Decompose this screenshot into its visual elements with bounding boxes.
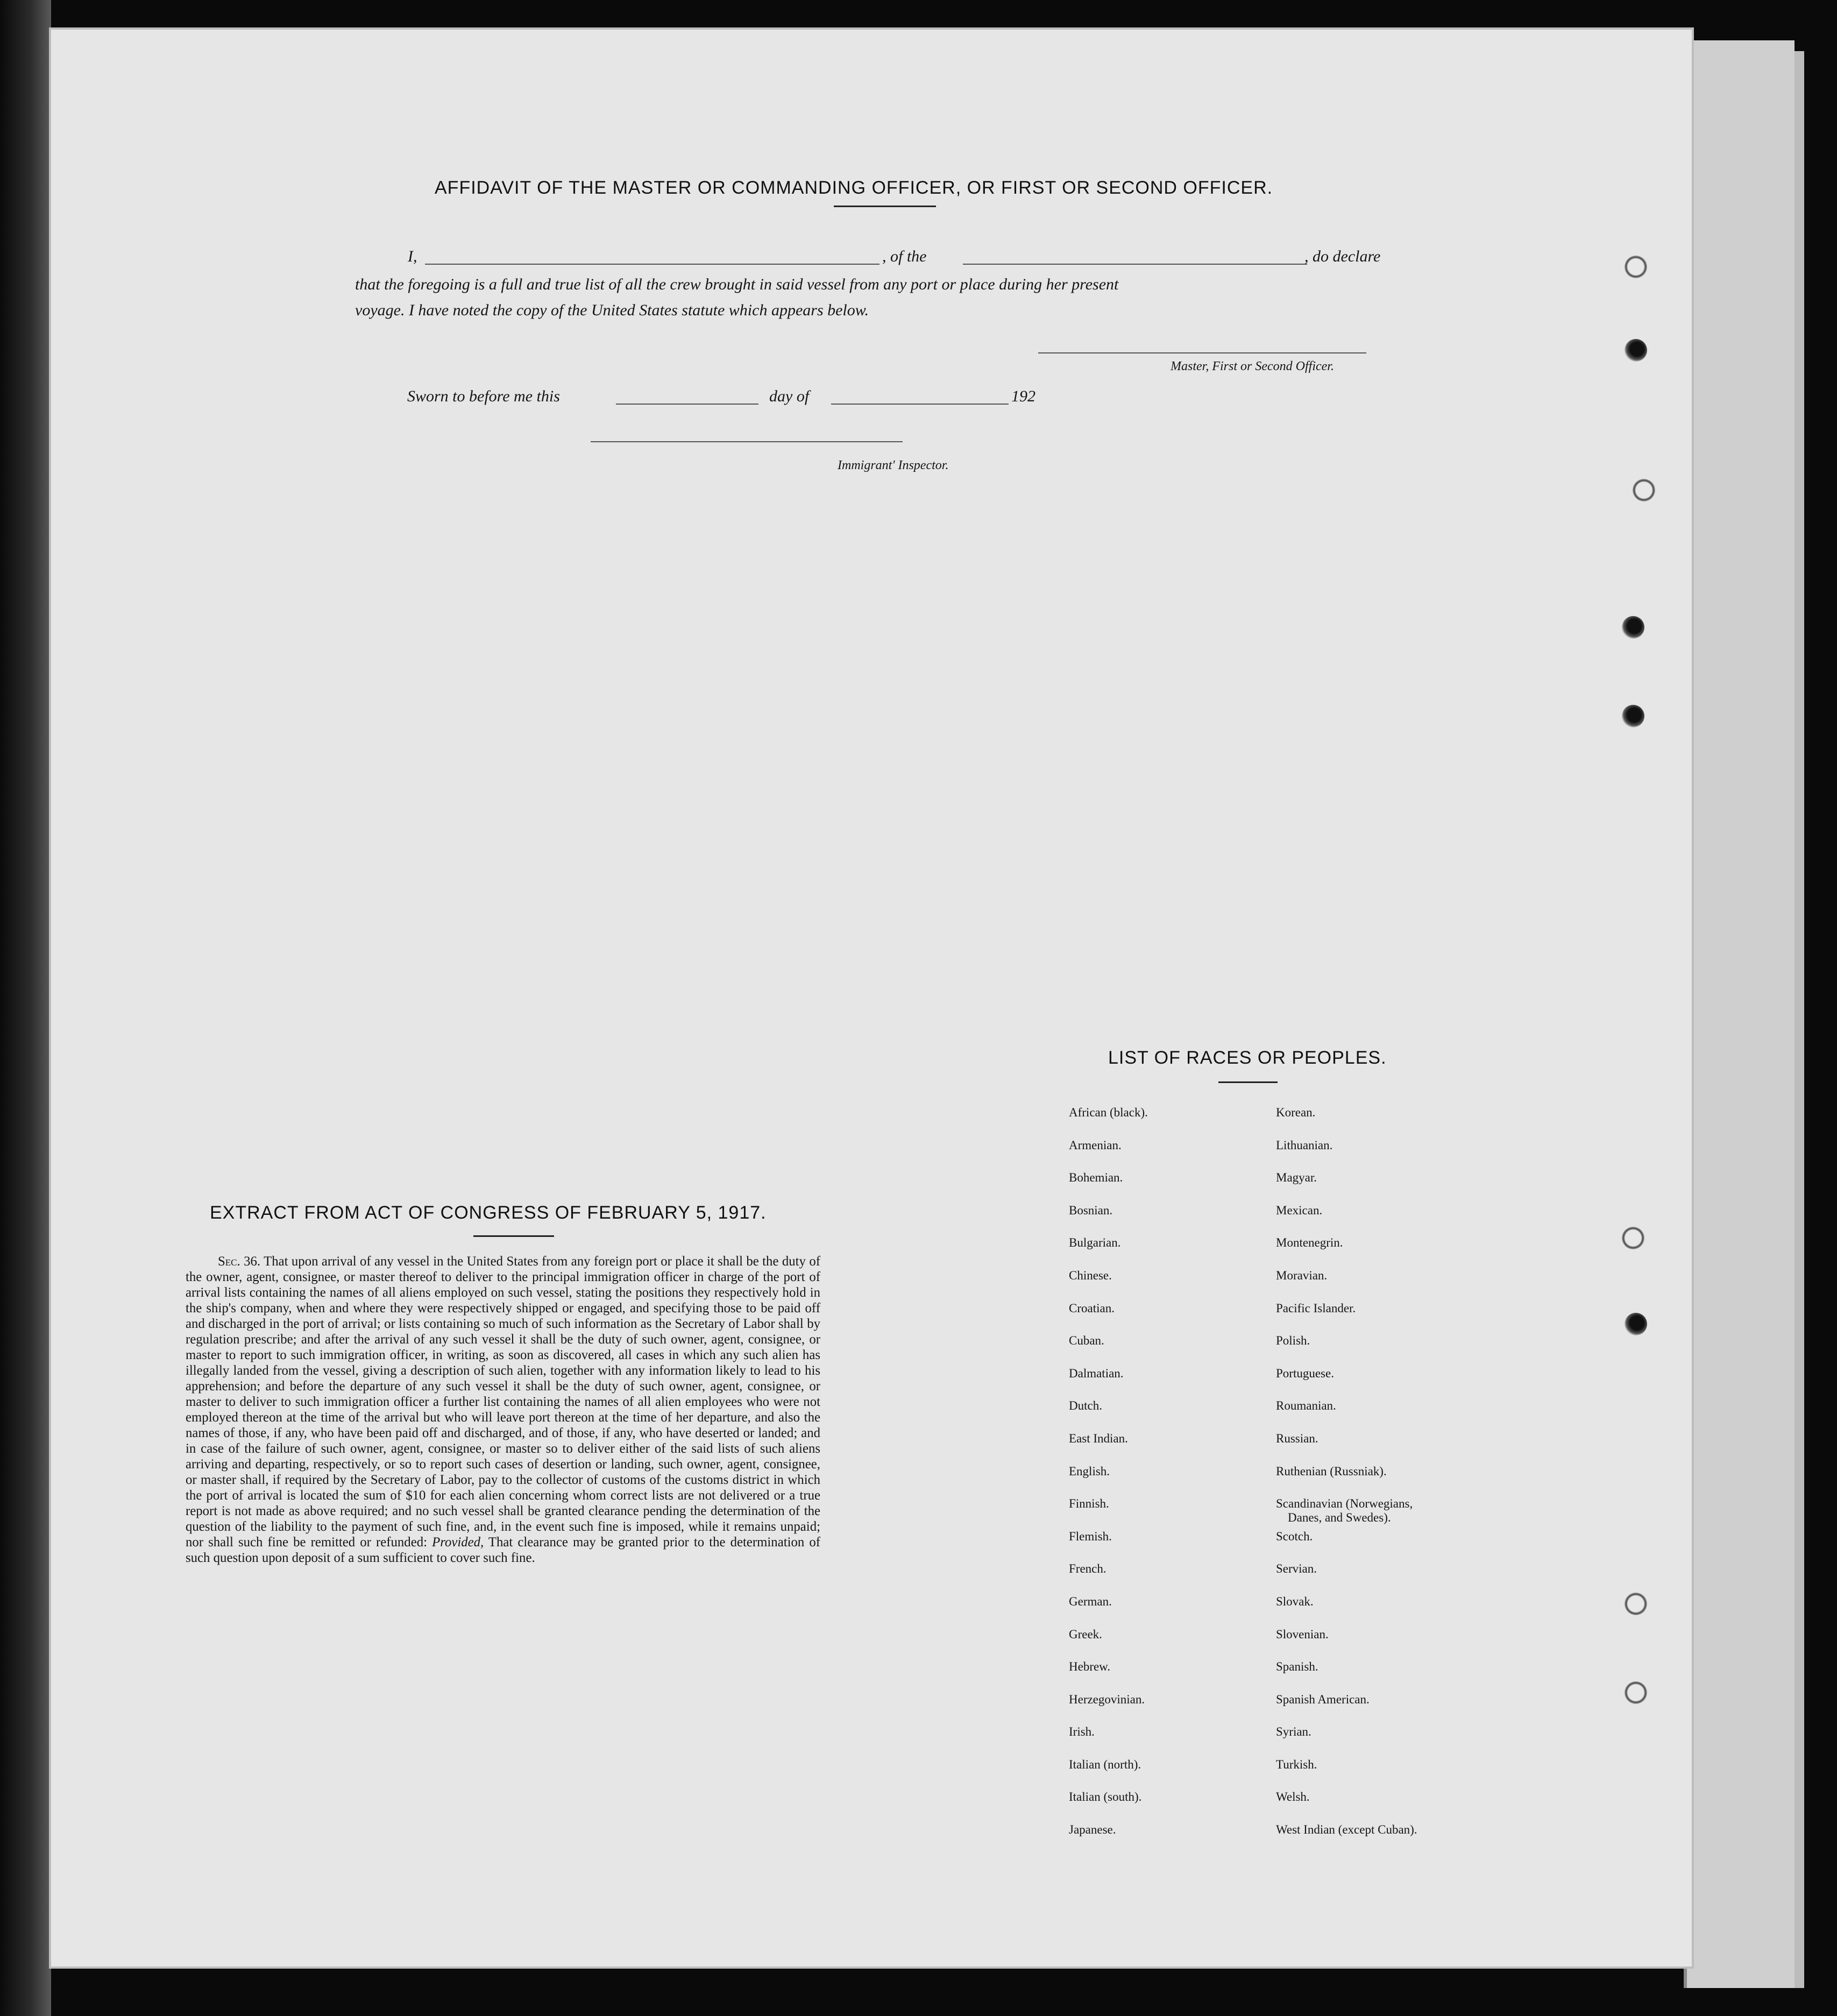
- section-36-text: [186, 1254, 820, 1566]
- binder-hole: [1633, 479, 1655, 501]
- race-item: German.: [1069, 1594, 1112, 1608]
- race-item: Polish.: [1276, 1334, 1310, 1348]
- form-page: [51, 30, 1692, 1967]
- section-body-part2: That clearance may be granted prior to the determination of such question upon deposit of a sum sufficient to cover such fine.: [186, 1535, 820, 1565]
- affidavit-do-declare: , do declare: [1304, 247, 1381, 265]
- affidavit-of-the-label: , of the: [882, 247, 927, 265]
- signature-line: [1038, 352, 1366, 353]
- race-item: Hebrew.: [1069, 1660, 1111, 1674]
- binder-hole: [1622, 1227, 1644, 1249]
- affidavit-i-label: I,: [408, 247, 417, 265]
- race-item: Bulgarian.: [1069, 1236, 1121, 1250]
- section-label: Sec. 36.: [218, 1254, 261, 1269]
- signature-caption: Master, First or Second Officer.: [1171, 359, 1334, 373]
- race-item: West Indian (except Cuban).: [1276, 1823, 1417, 1837]
- master-name-line: [425, 264, 880, 265]
- race-item: Roumanian.: [1276, 1399, 1336, 1413]
- vessel-name-line: [963, 264, 1307, 265]
- binder-hole: [1625, 1313, 1647, 1335]
- race-item: Armenian.: [1069, 1138, 1122, 1152]
- race-item: Slovenian.: [1276, 1627, 1329, 1641]
- month-line: [831, 404, 1009, 405]
- race-item: Spanish American.: [1276, 1692, 1370, 1706]
- race-item: Finnish.: [1069, 1497, 1109, 1511]
- race-item: Chinese.: [1069, 1268, 1112, 1282]
- race-item: Croatian.: [1069, 1301, 1115, 1315]
- binder-hole: [1622, 705, 1644, 727]
- sworn-day-line: [616, 404, 758, 405]
- day-of-label: day of: [769, 387, 810, 405]
- race-item: Pacific Islander.: [1276, 1301, 1356, 1315]
- inspector-signature-line: [591, 441, 903, 442]
- race-item: Lithuanian.: [1276, 1138, 1333, 1152]
- race-item: East Indian.: [1069, 1431, 1128, 1445]
- race-item: Flemish.: [1069, 1529, 1112, 1543]
- sworn-label: Sworn to before me this: [407, 387, 560, 405]
- race-item: Servian.: [1276, 1562, 1317, 1576]
- race-item: English.: [1069, 1464, 1110, 1478]
- underlying-sheet: [1684, 40, 1795, 1988]
- races-left-column: [1069, 1106, 1148, 1856]
- binder-hole: [1625, 256, 1647, 278]
- race-item: Turkish.: [1276, 1757, 1317, 1771]
- race-item: Scotch.: [1276, 1529, 1313, 1543]
- race-item: Korean.: [1276, 1106, 1316, 1119]
- race-item-scandinavian-cont: Danes, and Swedes).: [1288, 1511, 1391, 1525]
- race-item: Syrian.: [1276, 1725, 1311, 1739]
- race-item: Bosnian.: [1069, 1203, 1113, 1217]
- race-item: [1276, 1497, 1417, 1530]
- race-item-scandinavian: Scandinavian (Norwegians,: [1276, 1497, 1413, 1511]
- races-title: LIST OF RACES OR PEOPLES.: [1108, 1048, 1387, 1068]
- race-item: Ruthenian (Russniak).: [1276, 1464, 1387, 1478]
- race-item: Magyar.: [1276, 1171, 1317, 1185]
- affidavit-title: AFFIDAVIT OF THE MASTER OR COMMANDING OFFICER, OR FIRST OR SECOND OFFICER.: [435, 178, 1273, 198]
- year-label: 192: [1011, 387, 1035, 405]
- race-item: Slovak.: [1276, 1594, 1314, 1608]
- binder-hole: [1625, 1593, 1647, 1615]
- race-item: Dalmatian.: [1069, 1366, 1124, 1380]
- race-item: Spanish.: [1276, 1660, 1318, 1674]
- races-title-rule: [1218, 1081, 1278, 1083]
- race-item: Mexican.: [1276, 1203, 1323, 1217]
- race-item: Portuguese.: [1276, 1366, 1334, 1380]
- extract-title-rule: [473, 1235, 554, 1237]
- race-item: Welsh.: [1276, 1790, 1310, 1804]
- binder-hole: [1625, 339, 1647, 362]
- race-item: Herzegovinian.: [1069, 1692, 1145, 1706]
- race-item: Greek.: [1069, 1627, 1102, 1641]
- race-item: Irish.: [1069, 1725, 1095, 1739]
- race-item: Dutch.: [1069, 1399, 1102, 1413]
- race-item: Cuban.: [1069, 1334, 1104, 1348]
- race-item: Italian (south).: [1069, 1790, 1142, 1804]
- scanner-left-edge: [0, 0, 51, 2016]
- extract-title: EXTRACT FROM ACT OF CONGRESS OF FEBRUARY 5, 1917.: [210, 1202, 767, 1223]
- affidavit-line-3: voyage. I have noted the copy of the United States statute which appears below.: [355, 301, 869, 319]
- section-body-part1: That upon arrival of any vessel in the United States from any foreign port or place it shall be the duty of the owner, agent, consignee, or master thereof to deliver to the principal immigration officer in charge of the port of arrival lists containing the names of all aliens employed on such vessel, stating the positions they respectively hold in the ship's company, when and where they were respectively shipped or engaged, and specifying those to be paid off and discharged in the port of arrival; or lists containing so much of such information as the Secretary of Labor shall by regulation prescribe; and after the arrival of any such vessel it shall be the duty of such owner, agent, consignee, or master to report to such immigration officer, in writing, as soon as discovered, all cases in which any such alien has illegally landed from the vessel, giving a description of such alien, together with any information likely to lead to his apprehension; and before the departure of any such vessel it shall be the duty of such owner, agent, consignee, or master to deliver to such immigration officer a further list containing the names of all alien employees who were not employed thereon at the time of the arrival but who will leave port thereon at the time of her departure, and also the names of those, if any, who have been paid off and discharged, and of those, if any, who have deserted or landed; and in case of the failure of such owner, agent, consignee, or master so to deliver either of the said lists of such aliens arriving and departing, respectively, or so to report such cases of desertion or landing, such owner, agent, consignee, or master shall, if required by the Secretary of Labor, pay to the collector of customs of the customs district in which the port of arrival is located the sum of $10 for each alien concerning whom correct lists are not delivered or a true report is not made as above required; and no such vessel shall be granted clearance pending the determination of the question of the liability to the payment of such fine, and, in the event such fine is imposed, while it remains unpaid; nor shall such fine be remitted or refunded:: [186, 1254, 820, 1550]
- races-right-column: [1276, 1106, 1417, 1856]
- race-item: Bohemian.: [1069, 1171, 1123, 1185]
- inspector-caption: Immigrant' Inspector.: [838, 458, 949, 472]
- race-item: Japanese.: [1069, 1823, 1116, 1837]
- race-item: African (black).: [1069, 1106, 1148, 1119]
- race-item: French.: [1069, 1562, 1107, 1576]
- race-item: Montenegrin.: [1276, 1236, 1343, 1250]
- binder-hole: [1622, 616, 1644, 639]
- race-item: Moravian.: [1276, 1268, 1328, 1282]
- affidavit-line-2: that the foregoing is a full and true list of all the crew brought in said vessel from any port or place during her present: [355, 275, 1119, 293]
- race-item: Russian.: [1276, 1431, 1318, 1445]
- affidavit-title-rule: [834, 206, 936, 207]
- provided-word: Provided,: [432, 1535, 484, 1550]
- race-item: Italian (north).: [1069, 1757, 1141, 1771]
- binder-hole: [1625, 1681, 1647, 1704]
